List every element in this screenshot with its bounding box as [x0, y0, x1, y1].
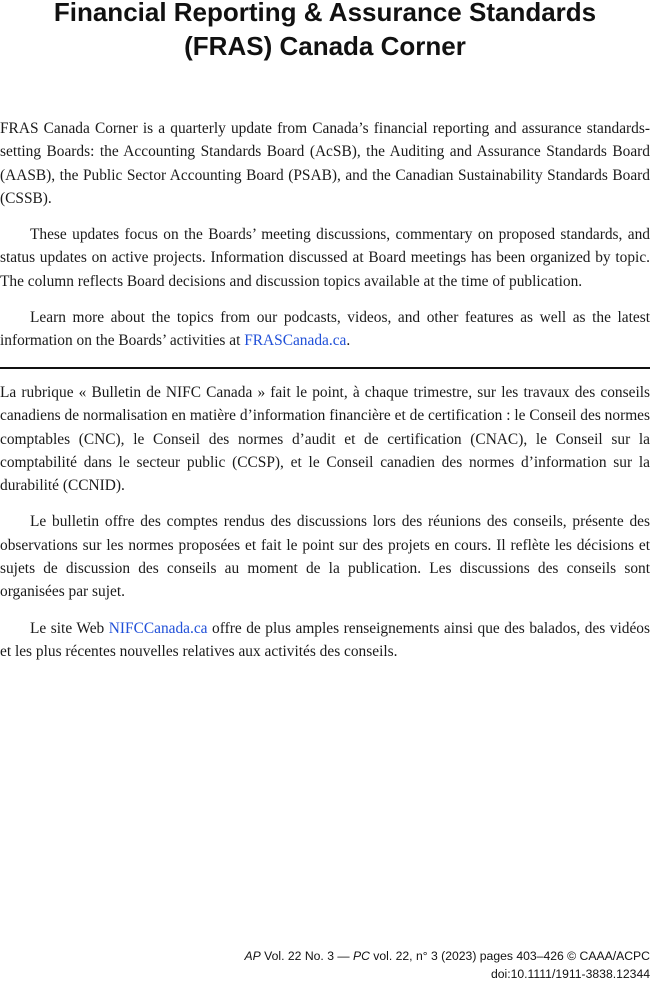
french-paragraph-1: La rubrique « Bulletin de NIFC Canada » fait le point, à chaque trimestre, sur les travaux des conseils canadiens de normalisation en matière d’information financière et de certification : le Conseil des normes comptables (CNC), le Conseil des normes d’audit et de certification (CNAC), le Conseil sur la comptabilité dans le secteur public (CCSP), et le Conseil canadien des normes d’information sur la durabilité (CCNID).: [0, 384, 650, 495]
page-title: [0, 0, 650, 63]
nifccanada-link[interactable]: NIFCCanada.ca: [108, 619, 208, 637]
english-paragraph-2: These updates focus on the Boards’ meeting discussions, commentary on proposed standards, and status updates on active projects. Information discussed at Board meetings has been organized by topic. The column reflects Board decisions and discussion topics available at the time of publication.: [0, 226, 650, 290]
title-line-1: Financial Reporting & Assurance Standards: [53, 0, 597, 27]
english-section: [0, 117, 650, 366]
citation-footer: [0, 947, 650, 983]
french-p3-text: Le site Web: [30, 619, 109, 637]
french-p3-end: offre de plus amples renseignements ainsi que des balados, des vidéos et les plus récentes nouvelles relatives aux activités des conseils.: [0, 619, 650, 660]
french-paragraph-3: [0, 617, 650, 664]
english-paragraph-3: [0, 306, 650, 353]
journal-abbrev-fr: PC: [352, 949, 370, 963]
volume-fr: vol. 22, n° 3 (2023) pages 403–426 © CAAA/ACPC: [369, 949, 650, 963]
title-line-2: (FRAS) Canada Corner: [184, 31, 466, 61]
english-p3-text: Learn more about the topics from our podcasts, videos, and other features as well as the latest information on the Boards’ activities at: [0, 309, 650, 350]
frascanada-link[interactable]: FRASCanada.ca: [244, 332, 347, 350]
english-p3-end: .: [346, 332, 351, 350]
english-paragraph-1: FRAS Canada Corner is a quarterly update from Canada’s financial reporting and assurance standards-setting Boards: the Accounting Standards Board (AcSB), the Auditing and Assurance Standards Board (AASB), the Public Sector Accounting Board (PSAB), and the Canadian Sustainability Standards Board (CSSB).: [0, 120, 650, 207]
citation-line: [0, 947, 650, 965]
journal-abbrev-en: AP: [244, 949, 261, 963]
volume-en: Vol. 22 No. 3 —: [260, 949, 353, 963]
doi-line: doi:10.1111/1911-3838.12344: [490, 967, 650, 981]
section-divider: [0, 367, 650, 369]
french-section: [0, 381, 650, 676]
french-paragraph-2: Le bulletin offre des comptes rendus des discussions lors des réunions des conseils, présente des observations sur les normes proposées et fait le point sur des projets en cours. Il reflète les décisions et sujets de discussion des conseils au moment de la publication. Les discussions des conseils sont organisées par sujet.: [0, 513, 650, 601]
